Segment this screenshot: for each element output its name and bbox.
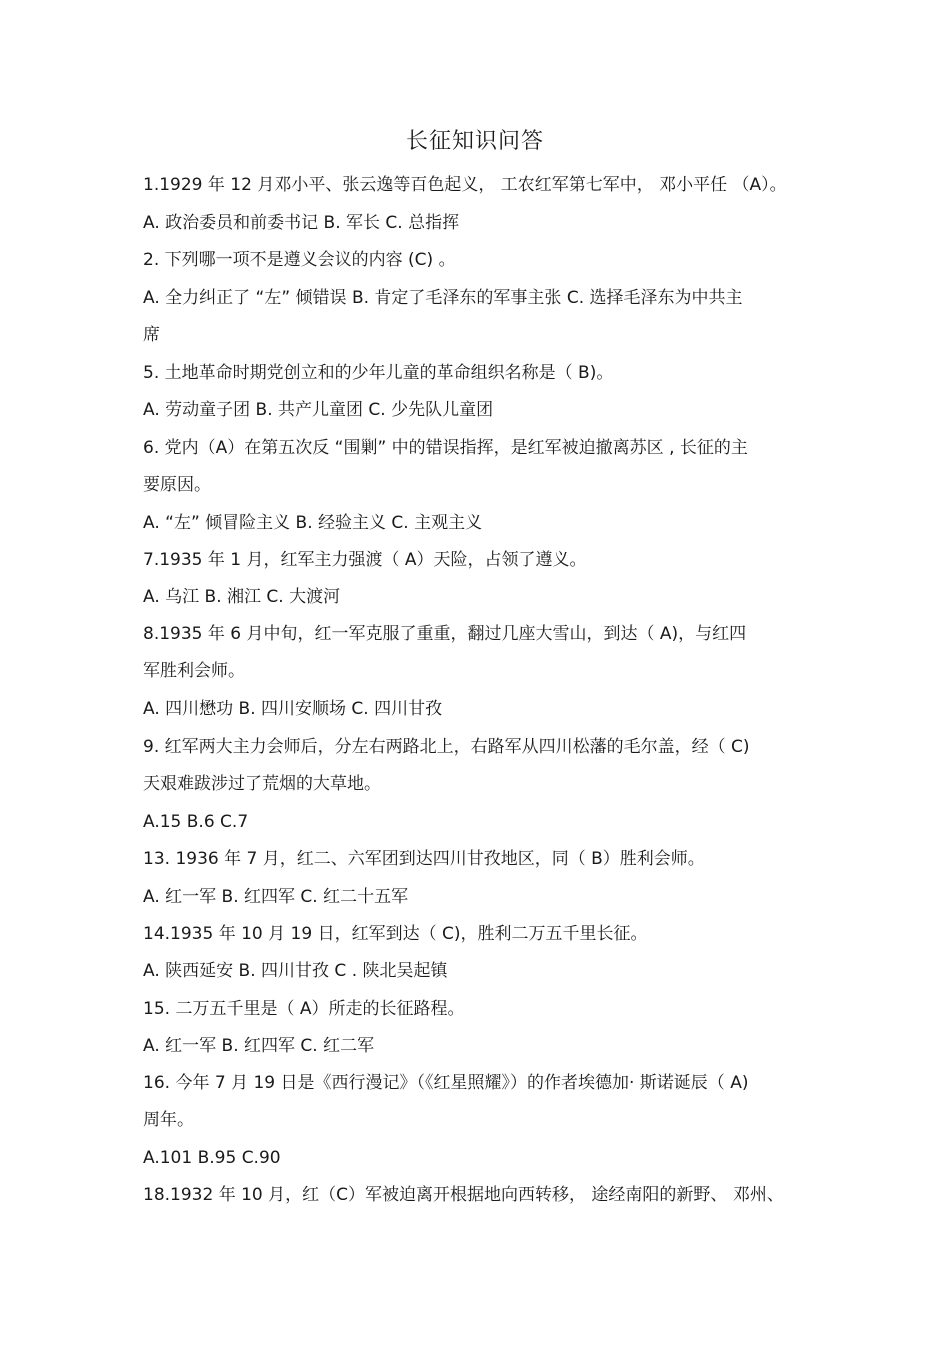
question-5-text: 5. 土地革命时期党创立和的少年儿童的革命组织名称是（ B)。 xyxy=(143,363,614,383)
question-6-options: A. “左” 倾冒险主义 B. 经验主义 C. 主观主义 xyxy=(143,513,483,533)
question-1-text: 1.1929 年 12 月邓小平、张云逸等百色起义， 工农红军第七军中， 邓小平任 （A）。 xyxy=(143,175,787,195)
question-13-text: 13. 1936 年 7 月，红二、六军团到达四川甘孜地区，同（ B）胜利会师。 xyxy=(143,849,705,869)
question-2-text: 2. 下列哪一项不是遵义会议的内容 (C) 。 xyxy=(143,250,456,270)
question-9-text-continued: 天艰难跋涉过了荒烟的大草地。 xyxy=(143,774,381,794)
question-7-text: 7.1935 年 1 月，红军主力强渡（ A）天险，占领了遵义。 xyxy=(143,550,587,570)
question-15-options: A. 红一军 B. 红四军 C. 红二军 xyxy=(143,1036,375,1056)
question-6-text: 6. 党内（A）在第五次反 “围剿” 中的错误指挥，是红军被迫撤离苏区 , 长征的主 xyxy=(143,438,748,458)
question-8-text: 8.1935 年 6 月中旬，红一军克服了重重，翻过几座大雪山，到达（ A)，与红四 xyxy=(143,624,747,644)
question-16-options: A.101 B.95 C.90 xyxy=(143,1148,281,1168)
question-2-options: A. 全力纠正了 “左” 倾错误 B. 肯定了毛泽东的军事主张 C. 选择毛泽东为中共主 xyxy=(143,288,743,308)
question-15-text: 15. 二万五千里是（ A）所走的长征路程。 xyxy=(143,999,465,1019)
question-18-text: 18.1932 年 10 月，红（C）军被迫离开根据地向西转移， 途经南阳的新野、 邓州、 xyxy=(143,1185,784,1205)
document-title: 长征知识问答 xyxy=(405,129,544,154)
question-16-text: 16. 今年 7 月 19 日是《西行漫记》（《红星照耀》）的作者埃德加· 斯诺诞辰（ A) xyxy=(143,1073,749,1093)
question-13-options: A. 红一军 B. 红四军 C. 红二十五军 xyxy=(143,887,409,907)
question-14-options: A. 陕西延安 B. 四川甘孜 C . 陕北吴起镇 xyxy=(143,961,448,981)
question-5-options: A. 劳动童子团 B. 共产儿童团 C. 少先队儿童团 xyxy=(143,400,494,420)
question-9-options: A.15 B.6 C.7 xyxy=(143,812,249,832)
question-16-text-continued: 周年。 xyxy=(143,1110,194,1130)
question-8-text-continued: 军胜利会师。 xyxy=(143,661,245,681)
question-8-options: A. 四川懋功 B. 四川安顺场 C. 四川甘孜 xyxy=(143,699,443,719)
question-7-options: A. 乌江 B. 湘江 C. 大渡河 xyxy=(143,587,341,607)
question-2-options-continued: 席 xyxy=(143,325,160,345)
question-9-text: 9. 红军两大主力会师后，分左右两路北上，右路军从四川松藩的毛尔盖，经（ C) xyxy=(143,737,750,757)
question-6-text-continued: 要原因。 xyxy=(143,475,211,495)
question-14-text: 14.1935 年 10 月 19 日，红军到达（ C)，胜利二万五千里长征。 xyxy=(143,924,648,944)
question-1-options: A. 政治委员和前委书记 B. 军长 C. 总指挥 xyxy=(143,213,460,233)
